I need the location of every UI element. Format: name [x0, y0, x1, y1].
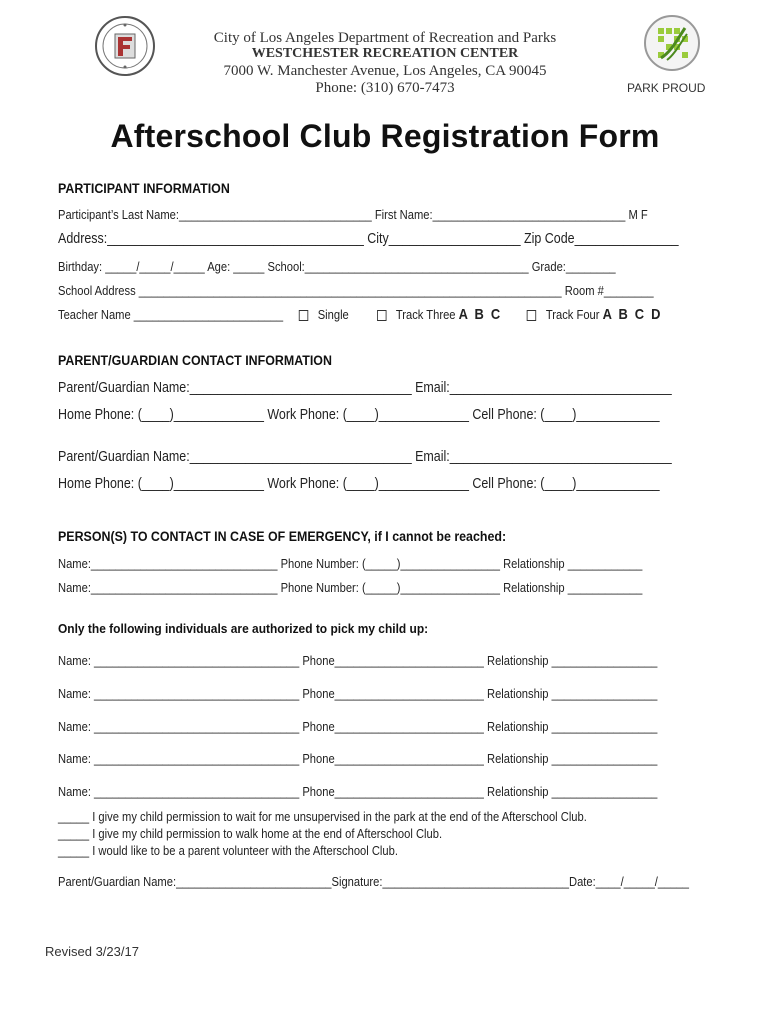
participant-section-heading: PARTICIPANT INFORMATION [58, 181, 230, 196]
track-four-checkbox[interactable] [527, 310, 536, 321]
track-three-checkbox[interactable] [377, 310, 386, 321]
parent-section-heading: PARENT/GUARDIAN CONTACT INFORMATION [58, 353, 332, 368]
participant-track-line [58, 306, 662, 323]
emergency-contact-row-2[interactable]: Name:______________________________ Phone Number: (_____)________________ Relationship ____________ [58, 580, 643, 595]
participant-address-line[interactable]: Address:_____________________________________ City___________________ Zip Code_______________ [58, 231, 679, 247]
participant-name-line[interactable]: Participant’s Last Name:_______________________________ First Name:_______________________________ M F [58, 207, 648, 222]
pickup-row-3[interactable]: Name: _________________________________ Phone________________________ Relationship _________________ [58, 719, 658, 734]
header-phone: Phone: (310) 670-7473 [315, 80, 455, 96]
pickup-row-1[interactable]: Name: _________________________________ Phone________________________ Relationship _________________ [58, 653, 658, 668]
parent1-phones-line[interactable]: Home Phone: (____)_____________ Work Phone: (____)_____________ Cell Phone: (____)____________ [58, 407, 660, 423]
participant-birthday-line[interactable]: Birthday: _____/_____/_____ Age: _____ School:____________________________________ Grade:________ [58, 259, 616, 274]
revision-date: Revised 3/23/17 [45, 944, 139, 959]
single-checkbox[interactable] [299, 310, 308, 321]
header-department: City of Los Angeles Department of Recreation and Parks [213, 30, 557, 46]
track-four-label: Track Four [545, 307, 600, 322]
track-four-letters[interactable]: A B C D [602, 306, 663, 323]
permission-wait-unsupervised[interactable]: _____ I give my child permission to wait for me unsupervised in the park at the end of the Afterschool Club. [58, 809, 587, 824]
teacher-name-field[interactable]: Teacher Name ________________________ [58, 307, 284, 322]
permission-walk-home[interactable]: _____ I give my child permission to walk home at the end of Afterschool Club. [58, 826, 443, 841]
single-label: Single [317, 307, 349, 322]
emergency-section-heading: PERSON(S) TO CONTACT IN CASE OF EMERGENCY, if I cannot be reached: [58, 529, 507, 544]
pickup-row-4[interactable]: Name: _________________________________ Phone________________________ Relationship _________________ [58, 751, 658, 766]
permission-parent-volunteer[interactable]: _____ I would like to be a parent volunteer with the Afterschool Club. [58, 843, 398, 858]
header-address: 7000 W. Manchester Avenue, Los Angeles, CA 90045 [223, 63, 547, 79]
track-three-label: Track Three [395, 307, 456, 322]
pickup-section-heading: Only the following individuals are authorized to pick my child up: [58, 621, 429, 636]
form-title: Afterschool Club Registration Form [110, 118, 660, 154]
park-proud-logo-icon [643, 14, 701, 72]
parent1-name-email-line[interactable]: Parent/Guardian Name:________________________________ Email:________________________________ [58, 380, 672, 396]
parent2-phones-line[interactable]: Home Phone: (____)_____________ Work Phone: (____)_____________ Cell Phone: (____)____________ [58, 476, 660, 492]
signature-line[interactable]: Parent/Guardian Name:_________________________Signature:______________________________Date:____/_____/_____ [58, 874, 690, 889]
pickup-row-5[interactable]: Name: _________________________________ Phone________________________ Relationship _________________ [58, 784, 658, 799]
track-three-letters[interactable]: A B C [458, 306, 502, 323]
park-proud-label: PARK PROUD [627, 81, 706, 95]
emergency-contact-row-1[interactable]: Name:______________________________ Phone Number: (_____)________________ Relationship ____________ [58, 556, 643, 571]
header-center-name: WESTCHESTER RECREATION CENTER [251, 46, 519, 61]
pickup-row-2[interactable]: Name: _________________________________ Phone________________________ Relationship _________________ [58, 686, 658, 701]
participant-school-address-line[interactable]: School Address ____________________________________________________________________ Room #________ [58, 283, 654, 298]
parent2-name-email-line[interactable]: Parent/Guardian Name:________________________________ Email:________________________________ [58, 449, 672, 465]
